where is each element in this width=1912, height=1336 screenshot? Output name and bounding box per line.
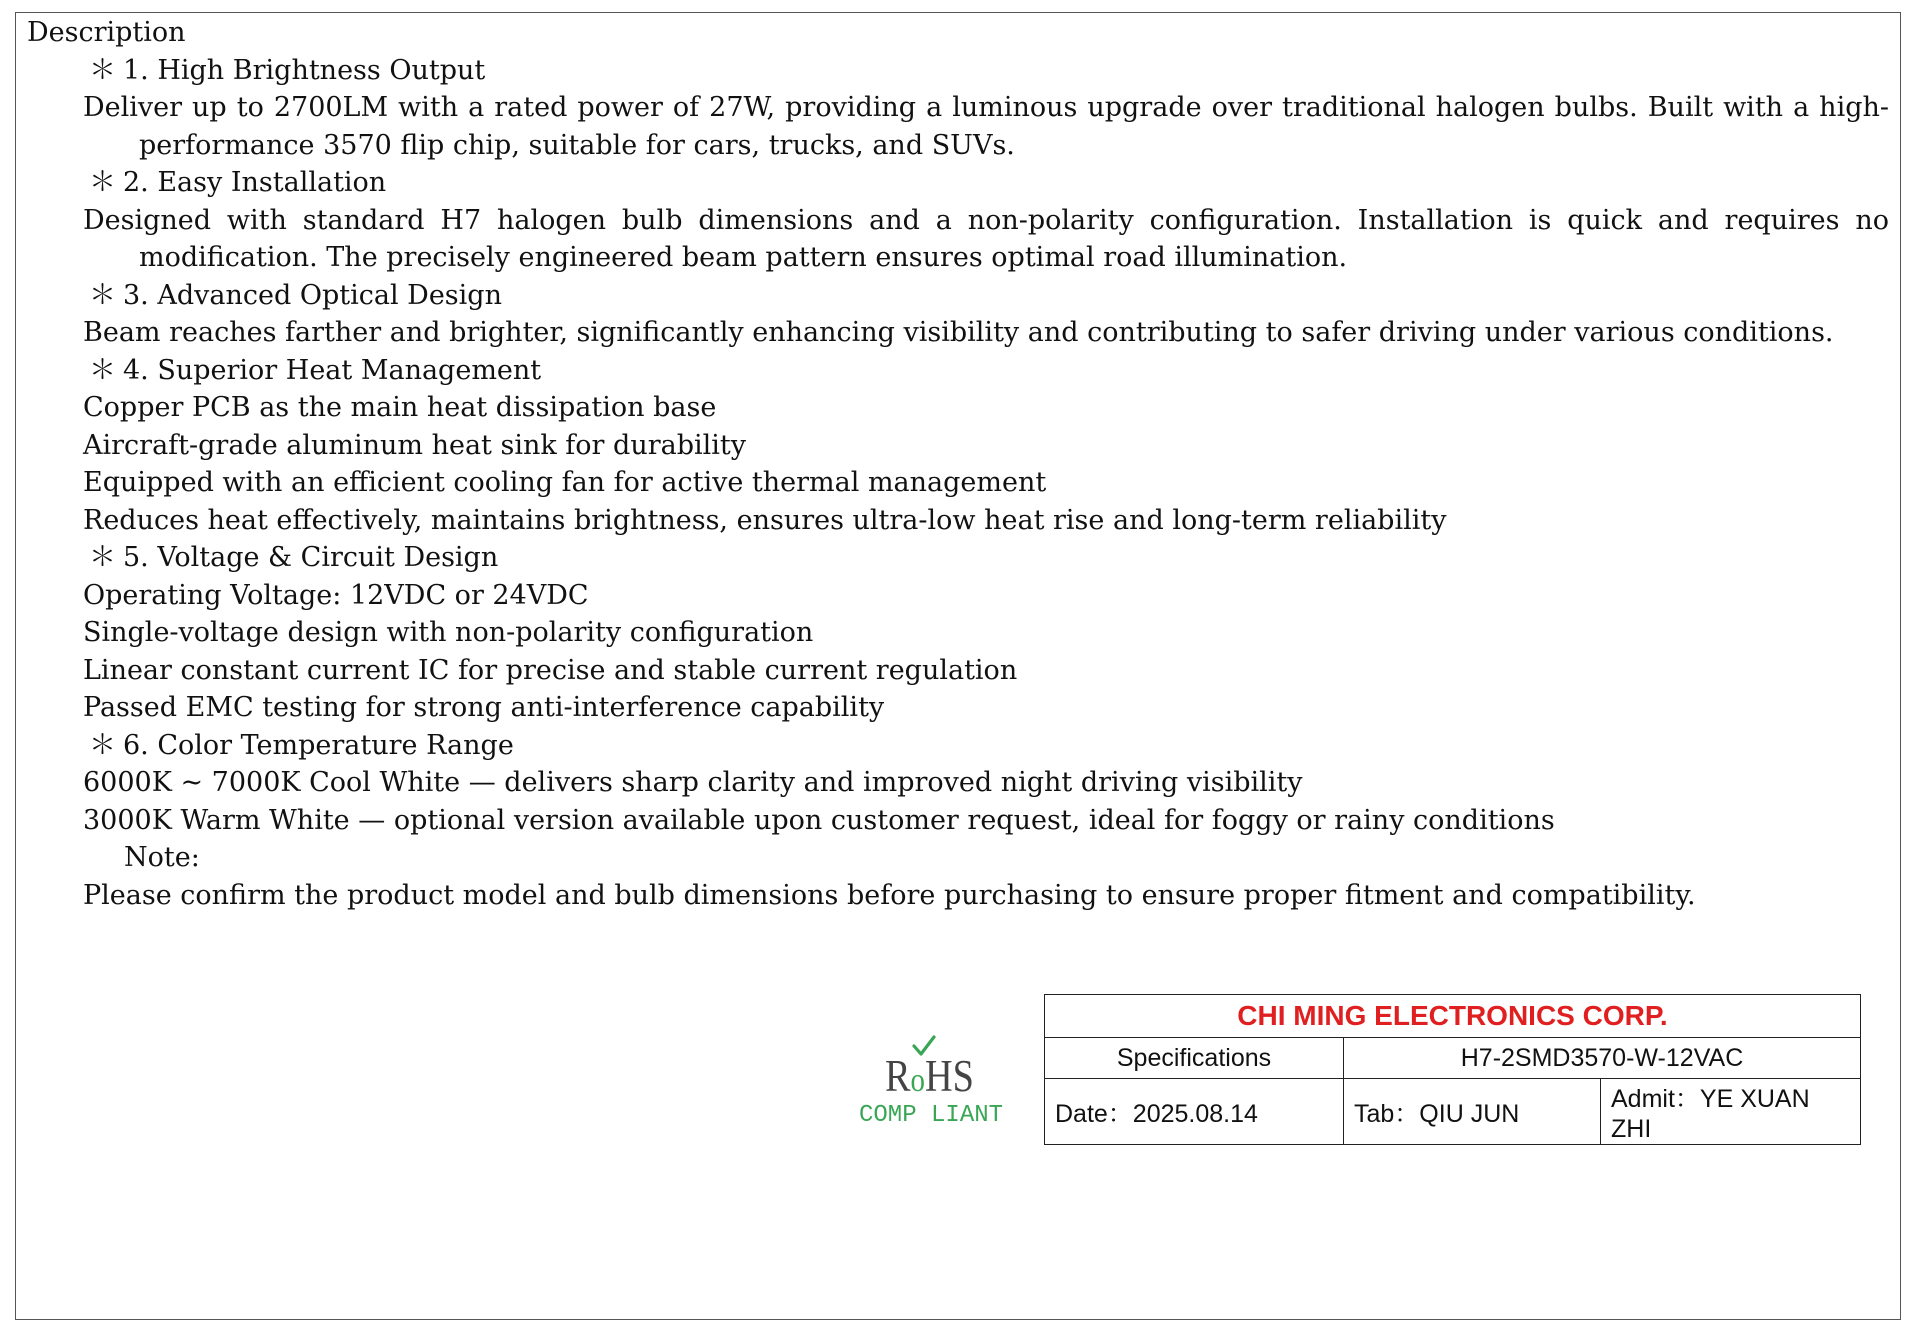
section-title-text: 1. High Brightness Output xyxy=(123,54,486,86)
section-paragraph: Passed EMC testing for strong anti-interference capability xyxy=(83,692,885,723)
section-title-text: 6. Color Temperature Range xyxy=(123,729,514,761)
table-row xyxy=(1045,1079,1861,1145)
rohs-mark-o: o xyxy=(910,1062,925,1099)
admit-cell: Admit：YE XUAN ZHI xyxy=(1601,1079,1861,1145)
section-paragraph: 3000K Warm White — optional version available upon customer request, ideal for foggy or rainy conditions xyxy=(83,804,1555,836)
section-title xyxy=(89,164,1889,202)
section-title-text: 5. Voltage & Circuit Design xyxy=(123,542,499,573)
bullet-star-icon: ＊ xyxy=(89,279,116,311)
section-paragraph: Equipped with an efficient cooling fan for active thermal management xyxy=(83,467,1047,498)
bullet-star-icon: ＊ xyxy=(89,729,116,761)
section-title xyxy=(89,539,1889,577)
rohs-mark-r: R xyxy=(885,1051,911,1101)
section-paragraph: Aircraft-grade aluminum heat sink for durability xyxy=(83,429,747,461)
rohs-mark-hs: HS xyxy=(924,1051,974,1101)
section-title xyxy=(89,727,1889,765)
note-text: Please confirm the product model and bulb dimensions before purchasing to ensure proper fitment and compatibility. xyxy=(83,879,1696,911)
rohs-subtitle: COMP LIANT xyxy=(859,1102,1004,1129)
bullet-star-icon: ＊ xyxy=(89,354,116,386)
table-row xyxy=(1045,995,1861,1038)
section-paragraph: Designed with standard H7 halogen bulb dimensions and a non-polarity configuration. Installation is quick and requires no modification. The precisely engineered beam pattern ensures optimal road illumination. xyxy=(83,204,1889,273)
section-title xyxy=(89,52,1889,90)
section-title-text: 4. Superior Heat Management xyxy=(123,354,542,386)
section-paragraph: Linear constant current IC for precise and stable current regulation xyxy=(83,654,1018,686)
model-number: H7-2SMD3570-W-12VAC xyxy=(1344,1038,1861,1079)
section-paragraph: Beam reaches farther and brighter, significantly enhancing visibility and contributing to safer driving under various conditions. xyxy=(83,317,1834,348)
rohs-compliant-logo xyxy=(855,1030,1005,1130)
tab-cell: Tab：QIU JUN xyxy=(1344,1079,1601,1145)
section-title-text: 3. Advanced Optical Design xyxy=(123,279,502,311)
description-block xyxy=(27,14,1889,914)
spec-table xyxy=(1044,994,1861,1145)
spec-label: Specifications xyxy=(1045,1038,1344,1079)
description-heading: Description xyxy=(27,17,186,48)
bullet-star-icon: ＊ xyxy=(89,54,116,86)
section-paragraph: Copper PCB as the main heat dissipation base xyxy=(83,392,717,423)
section-paragraph: 6000K ~ 7000K Cool White — delivers sharp clarity and improved night driving visibility xyxy=(83,767,1303,798)
company-name: CHI MING ELECTRONICS CORP. xyxy=(1045,995,1861,1038)
section-paragraph: Reduces heat effectively, maintains brightness, ensures ultra-low heat rise and long-term reliability xyxy=(83,504,1447,536)
section-title xyxy=(89,352,1889,390)
section-paragraph: Operating Voltage: 12VDC or 24VDC xyxy=(83,579,589,611)
section-paragraph: Deliver up to 2700LM with a rated power of 27W, providing a luminous upgrade over traditional halogen bulbs. Built with a high-performance 3570 flip chip, suitable for cars, trucks, and SUVs. xyxy=(83,92,1889,161)
note-label: Note: xyxy=(124,842,200,873)
date-cell: Date：2025.08.14 xyxy=(1045,1079,1344,1145)
section-paragraph: Single-voltage design with non-polarity configuration xyxy=(83,617,814,648)
bullet-star-icon: ＊ xyxy=(89,542,116,573)
section-title xyxy=(89,277,1889,315)
bullet-star-icon: ＊ xyxy=(89,167,116,198)
table-row xyxy=(1045,1038,1861,1079)
checkmark-icon xyxy=(911,1034,937,1058)
section-title-text: 2. Easy Installation xyxy=(123,167,387,198)
